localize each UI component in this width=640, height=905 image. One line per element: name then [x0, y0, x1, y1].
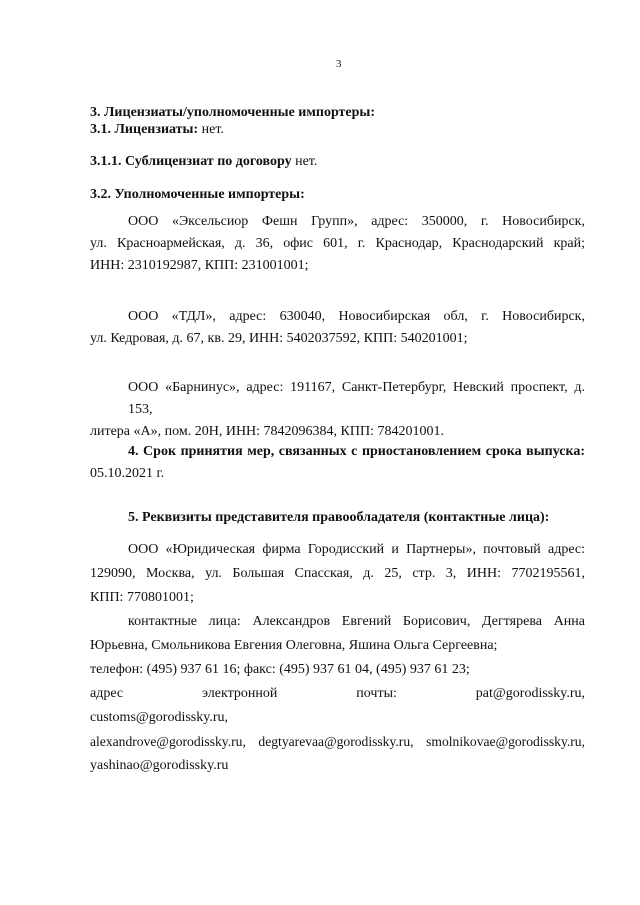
- importer-1: [90, 211, 585, 277]
- importer-2-line-2: ул. Кедровая, д. 67, кв. 29, ИНН: 5402037592, КПП: 540201001;: [90, 331, 468, 346]
- section-3-1-1-label: 3.1.1. Сублицензиат по договору: [90, 154, 292, 169]
- email-line-1: адрес электронной почты: pat@gorodissky.ru, customs@gorodissky.ru,: [90, 686, 585, 725]
- section-3-2-heading: 3.2. Уполномоченные импортеры:: [90, 187, 305, 202]
- importer-3: [90, 377, 585, 443]
- section-3-1: [90, 119, 585, 141]
- section-5-heading: 5. Реквизиты представителя правообладателя (контактные лица):: [128, 510, 550, 525]
- org-line-1: ООО «Юридическая фирма Городисский и Партнеры», почтовый адрес:: [128, 542, 585, 557]
- org-line-3: КПП: 770801001;: [90, 590, 194, 605]
- email-line-3: yashinao@gorodissky.ru: [90, 758, 229, 773]
- section-3-1-value: нет.: [198, 122, 224, 137]
- section-4-line-2: 05.10.2021 г.: [90, 466, 165, 481]
- page-number: 3: [336, 58, 342, 70]
- contacts-line-2: Юрьевна, Смольникова Евгения Олеговна, Яшина Ольга Сергеевна;: [90, 638, 498, 653]
- section-3-1-label: 3.1. Лицензиаты:: [90, 122, 199, 137]
- importer-1-line-1: ООО «Эксельсиор Фешн Групп», адрес: 350000, г. Новосибирск,: [128, 214, 585, 229]
- email-addresses: [90, 682, 585, 778]
- section-4: [90, 441, 585, 485]
- phone-fax-line: телефон: (495) 937 61 16; факс: (495) 937 61 04, (495) 937 61 23;: [90, 662, 470, 677]
- importer-3-line-1: ООО «Барнинус», адрес: 191167, Санкт-Петербург, Невский проспект, д. 153,: [128, 380, 585, 417]
- section-3-heading: 3. Лицензиаты/уполномоченные импортеры:: [90, 105, 376, 120]
- importer-1-line-2: ул. Красноармейская, д. 36, офис 601, г. Краснодар, Краснодарский край;: [90, 236, 585, 251]
- section-4-line-1: 4. Срок принятия мер, связанных с приостановлением срока выпуска:: [128, 444, 585, 459]
- section-3-1-1-value: нет.: [291, 154, 318, 169]
- contact-persons: [90, 610, 585, 682]
- representative-organization: [90, 538, 585, 610]
- importer-3-line-2: литера «А», пом. 20Н, ИНН: 7842096384, КПП: 784201001.: [90, 424, 444, 439]
- section-3-1-1: [90, 151, 585, 173]
- importer-2: [90, 306, 585, 350]
- importer-2-line-1: ООО «ТДЛ», адрес: 630040, Новосибирская обл, г. Новосибирск,: [128, 309, 585, 324]
- importer-1-line-3: ИНН: 2310192987, КПП: 231001001;: [90, 258, 309, 273]
- org-line-2: 129090, Москва, ул. Большая Спасская, д. 25, стр. 3, ИНН: 7702195561,: [90, 566, 585, 581]
- email-line-2: alexandrove@gorodissky.ru, degtyarevaa@gorodissky.ru, smolnikovae@gorodissky.ru,: [90, 734, 585, 749]
- contacts-line-1: контактные лица: Александров Евгений Борисович, Дегтярева Анна: [128, 614, 585, 629]
